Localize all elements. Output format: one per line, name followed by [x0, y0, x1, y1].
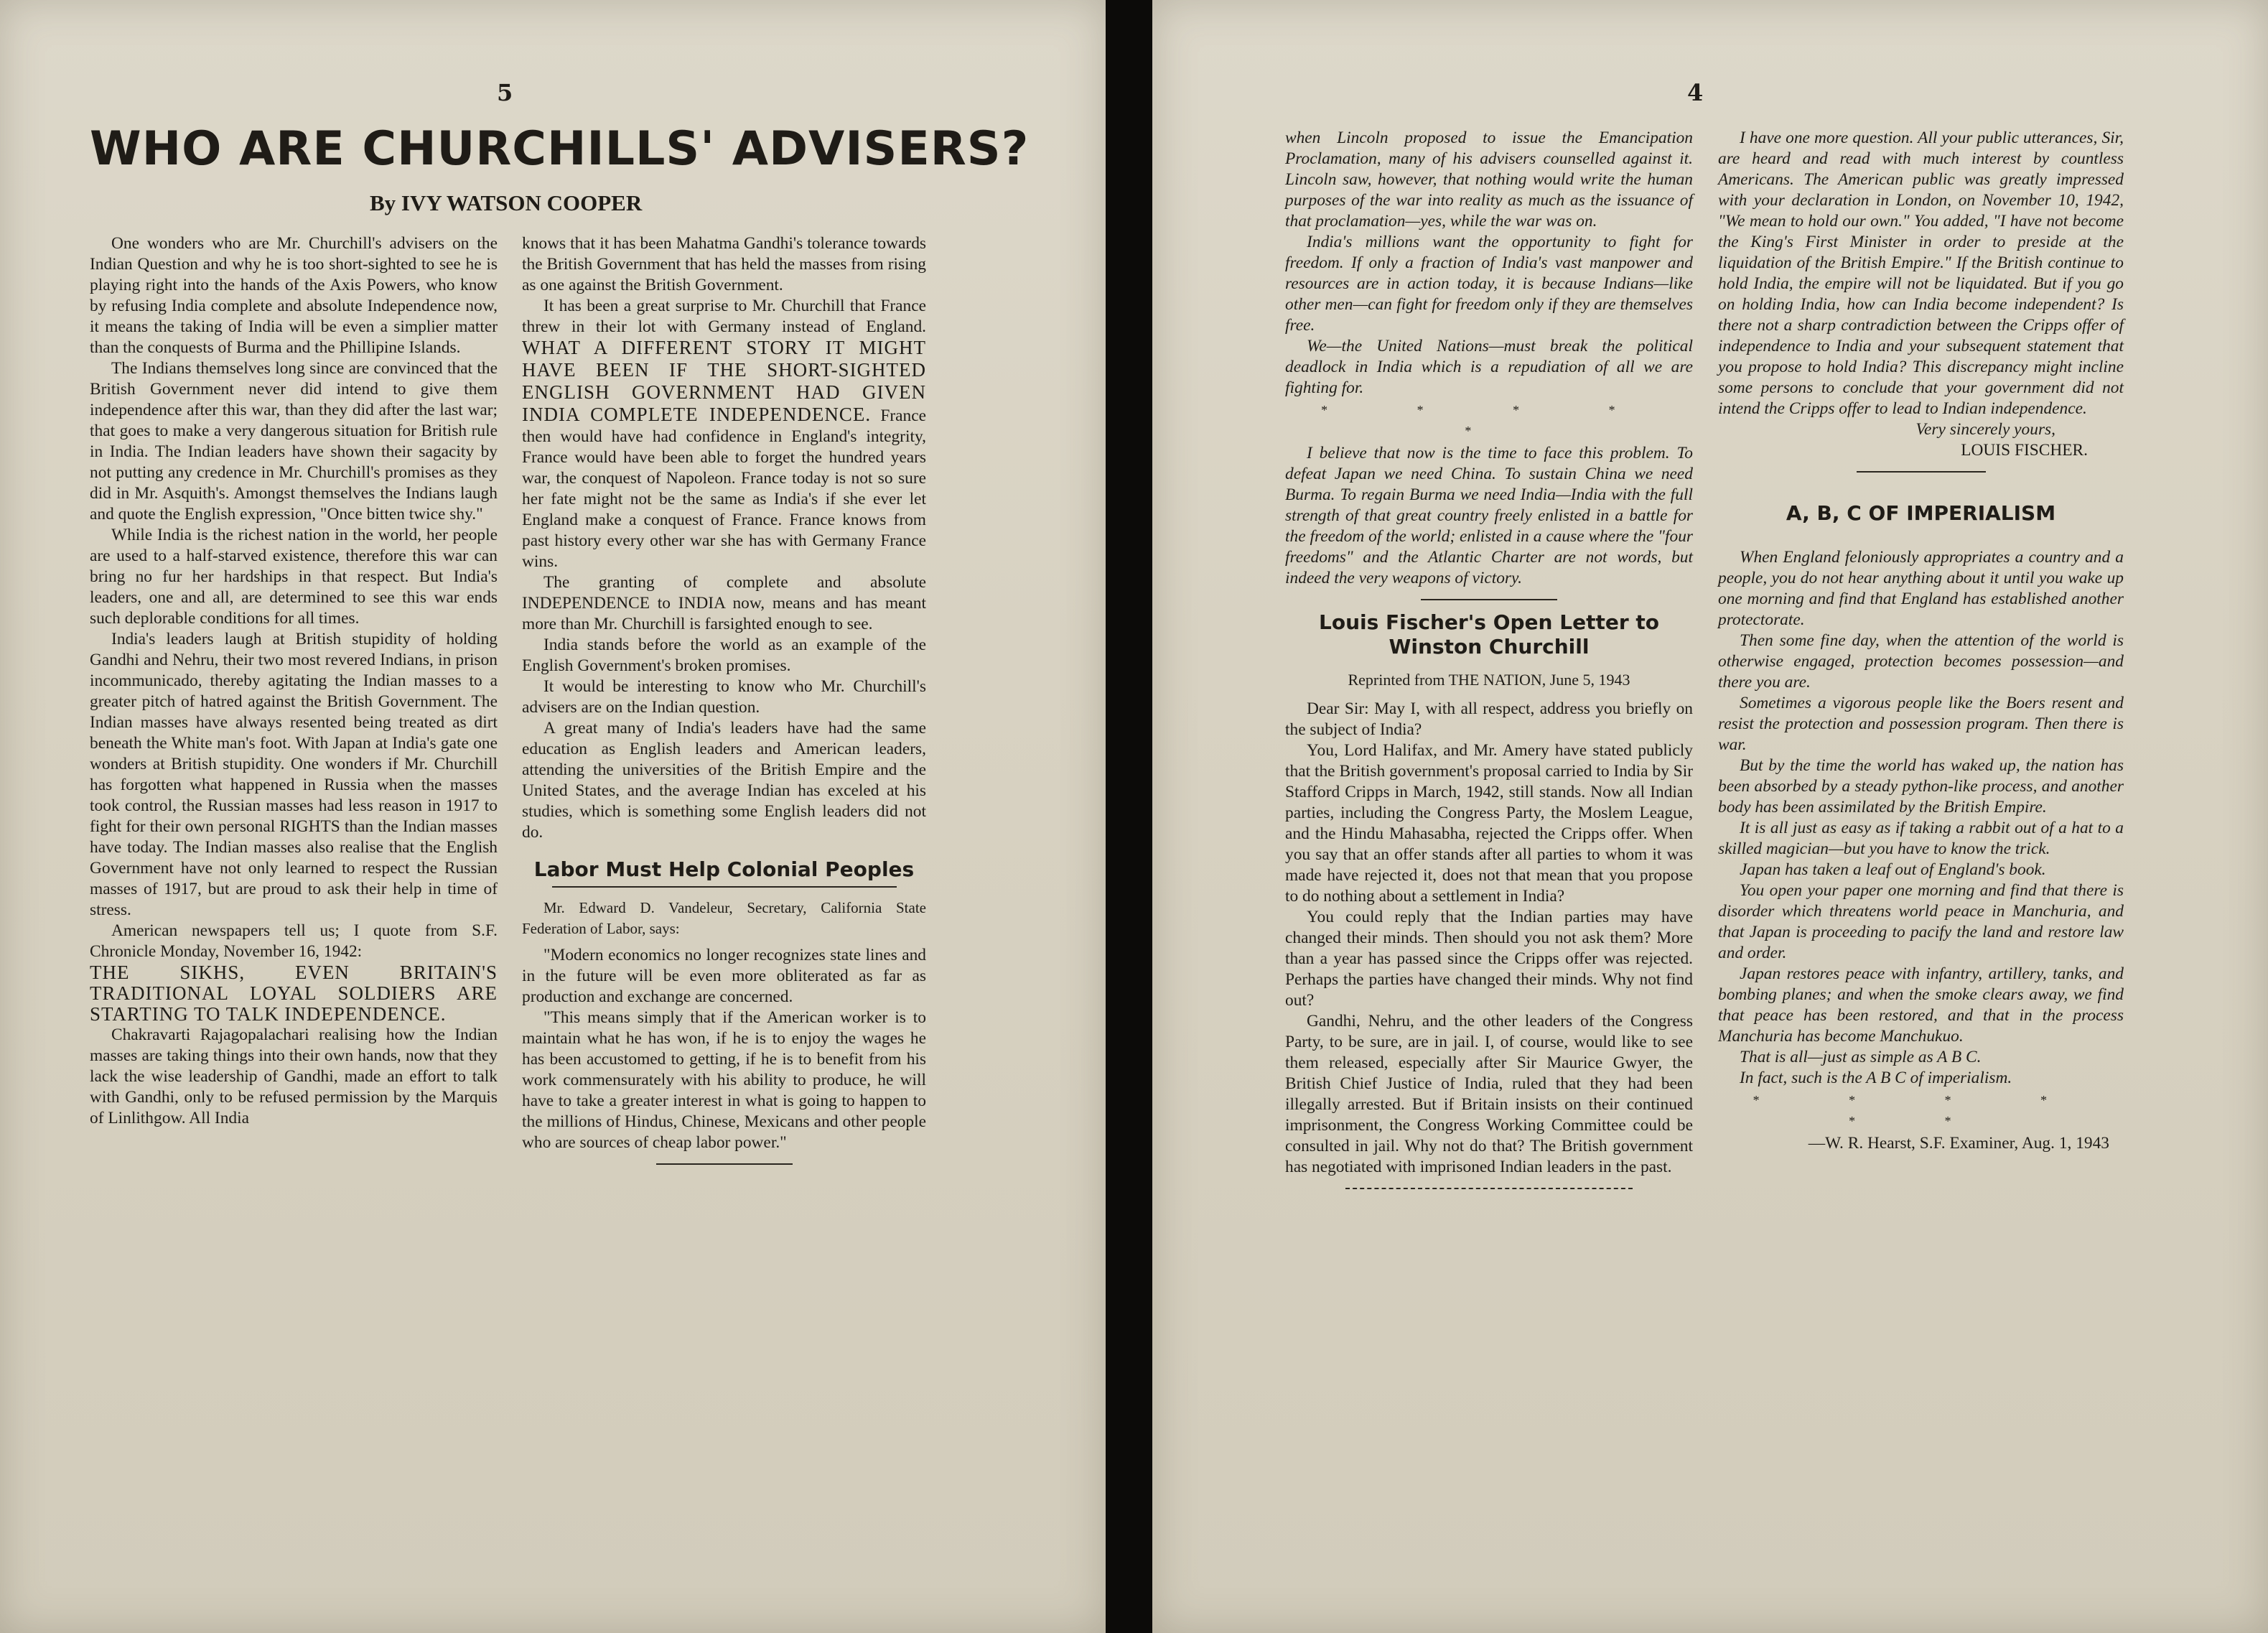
labor-heading: Labor Must Help Colonial Peoples	[533, 857, 915, 881]
paragraph: It would be interesting to know who Mr. Churchill's advisers are on the Indian question.	[522, 677, 926, 717]
right-column-1	[1285, 128, 1693, 1199]
right-page	[1152, 0, 2268, 1633]
paragraph: India stands before the world as an example of the English Government's broken promises.	[522, 636, 926, 675]
left-page	[0, 0, 1106, 1633]
signature: LOUIS FISCHER.	[1961, 441, 2088, 460]
paragraph: You open your paper one morning and find that there is disorder which threatens world peace in Manchuria, and that Japan is proceeding to pacify the land and restore law and order.	[1718, 881, 2124, 962]
divider	[1857, 471, 1986, 473]
paragraph: when Lincoln proposed to issue the Emancipation Proclamation, many of his advisers counselled against it. Lincoln saw, however, that nothing would write the human purposes of the war into reality as much as the issuance of that proclamation—yes, while the war was on.	[1285, 129, 1693, 231]
paragraph: India's leaders laugh at British stupidity of holding Gandhi and Nehru, their two most revered Indians, in prison incommunicado, thereby agitating the Indian masses to a greater pitch of hatred against the British Government. The Indian masses have always resented being treated as dirt beneath the White man's foot. With Japan at India's gate one wonders at British stupidity. One wonders if Mr. Churchill has forgotten what happened in Russia when the masses took control, the Russian masses had less reason in 1917 to fight for their own personal RIGHTS than the Indian masses have today. The Indian masses also realise that the English Government have not only learned to respect the Russian masses of 1917, but are proud to ask their help in time of stress.	[90, 630, 498, 919]
divider	[552, 886, 897, 888]
page-number: 5	[497, 79, 513, 106]
paragraph: I believe that now is the time to face this problem. To defeat Japan we need China. To sustain China we need Burma. To regain Burma we need India—India with the full strength of that great country freely enlisted in a battle for the freedom of the world; enlisted in a cause where the "four freedoms" and the Atlantic Charter are not words, but indeed the very weapons of victory.	[1285, 444, 1693, 587]
paragraph: Then some fine day, when the attention of the world is otherwise engaged, protection becomes possession—and there you are.	[1718, 631, 2124, 692]
paragraph: knows that it has been Mahatma Gandhi's tolerance towards the British Government that has held the masses from rising as one against the British Government.	[522, 234, 926, 294]
paragraph: You could reply that the Indian parties may have changed their minds. Then should you not ask them? More than a year has passed since the Cripps offer was rejected. Perhaps the parties have changed their minds. Why not find out?	[1285, 908, 1693, 1010]
divider	[656, 1163, 793, 1165]
right-column-2	[1718, 128, 2124, 1154]
reprint-note: Reprinted from THE NATION, June 5, 1943	[1348, 671, 1630, 689]
divider	[1421, 599, 1557, 600]
headline-quote: THE SIKHS, EVEN BRITAIN'S TRADITIONAL LOYAL SOLDIERS ARE STARTING TO TALK INDEPENDENCE.	[90, 962, 498, 1025]
paragraph: India's millions want the opportunity to fight for freedom. If only a fraction of India's vast manpower and resources are in action today, it is because Indians—like other men—can fight for freedom only if they are themselves free.	[1285, 233, 1693, 335]
abc-heading: A, B, C OF IMPERIALISM	[1786, 501, 2056, 525]
divider	[1345, 1188, 1633, 1189]
letter-heading: Louis Fischer's Open Letter to Winston Churchill	[1318, 610, 1660, 659]
paragraph: Dear Sir: May I, with all respect, address you briefly on the subject of India?	[1285, 699, 1693, 739]
paragraph: Sometimes a vigorous people like the Boers resent and resist the protection and possession program. Then there is war.	[1718, 694, 2124, 754]
left-column-2	[522, 233, 926, 1175]
source-credit: —W. R. Hearst, S.F. Examiner, Aug. 1, 1943	[1808, 1134, 2109, 1153]
paragraph: "This means simply that if the American worker is to maintain what he has won, if he is to enjoy the wages he has been accustomed to getting, if he is to benefit from his work commensurately with his ability to produce, he will have to take a greater interest in what is going to happen to the millions of Hindus, Chinese, Mexicans and other people who are sources of cheap labor power."	[522, 1008, 926, 1152]
paragraph: The Indians themselves long since are convinced that the British Government never did intend to give them independence after this war, than they did after the last war; that goes to make a very dangerous situation for British rule in India. The Indian leaders have shown their sagacity by not putting any credence in Mr. Churchill's promises as they did in Mr. Asquith's. Amongst themselves the Indians laugh and quote the English expression, "Once bitten twice shy."	[90, 359, 498, 524]
labor-intro: Mr. Edward D. Vandeleur, Secretary, California State Federation of Labor, says:	[522, 899, 926, 937]
page-number: 4	[1687, 79, 1704, 106]
paragraph-end: France then would have had confidence in England's integrity, France would have been able to forget the hundred years war, the conquest of Napoleon. France today is not so sure her fate might not be the same as India's if she ever let England make a conquest of France. France knows from past history every other war she has with Germany France wins.	[522, 406, 926, 571]
paragraph: I have one more question. All your public utterances, Sir, are heard and read with much interest by countless Americans. The American public was greatly impressed with your declaration in London, on November 10, 1942, "We mean to hold our own." You added, "I have not become the King's First Minister in order to preside at the liquidation of the British Empire." If the British continue to hold India, the empire will not be liquidated. But if you go on holding India, how can India become independent? Is there not a sharp contradiction between the Cripps offer of independence to India and your subsequent statement that you propose to hold India? This discrepancy might incline some persons to conclude that your government did not intend the Cripps offer to lead to Indian independence.	[1718, 129, 2124, 418]
paragraph: Japan has taken a leaf out of England's book.	[1740, 860, 2046, 879]
paragraph: Japan restores peace with infantry, artillery, tanks, and bombing planes; and when the smoke clears away, we find that peace has been restored, and that in the process Manchuria has become Manchukuo.	[1718, 964, 2124, 1046]
star-separator: * * * * * *	[1752, 1093, 2090, 1128]
paragraph: When England feloniously appropriates a country and a people, you do not hear anything about it until you wake up one morning and find that England has established another protectorate.	[1718, 548, 2124, 629]
left-column-1	[90, 233, 498, 1129]
paragraph: Chakravarti Rajagopalachari realising how the Indian masses are taking things into their own hands, now that they lack the wise leadership of Gandhi, made an effort to talk with Gandhi, only to be refused permission by the Marquis of Linlithgow. All India	[90, 1025, 498, 1127]
star-separator: * * * * *	[1320, 403, 1658, 438]
paragraph: A great many of India's leaders have had the same education as English leaders and American leaders, attending the universities of the British Empire and the United States, and the average Indian has exceled at his studies, which is something some English leaders did not do.	[522, 719, 926, 842]
paragraph: That is all—just as simple as A B C.	[1740, 1048, 1982, 1066]
paragraph: While India is the richest nation in the world, her people are used to a half-starved existence, therefore this war can bring no fur her hardships in that respect. But India's leaders, one and all, are determined to see this war ends such deplorable conditions for all times.	[90, 526, 498, 628]
paragraph: In fact, such is the A B C of imperialism.	[1740, 1069, 2012, 1087]
paragraph: "Modern economics no longer recognizes state lines and in the future will be even more obliterated as far as production and exchange are concerned.	[522, 946, 926, 1006]
paragraph: Gandhi, Nehru, and the other leaders of the Congress Party, to be sure, are in jail. I, of course, would like to see them released, especially after Sir Maurice Gwyer, the British Chief Justice of India, ruled that they had been illegally arrested. But if Britain insists on their continued imprisonment, the Congress Working Committee could be consulted in jail. Why not do that? The British government has negotiated with imprisoned Indian leaders in the past.	[1285, 1012, 1693, 1176]
emphasis-caps: WHAT A DIFFERENT STORY IT MIGHT HAVE BEEN IF THE SHORT-SIGHTED ENGLISH GOVERNMENT HAD GIVEN INDIA COMPLETE INDEPENDENCE.	[522, 337, 926, 425]
byline: By IVY WATSON COOPER	[370, 190, 643, 215]
paragraph-start: It has been a great surprise to Mr. Churchill that France threw in their lot with Germany instead of England.	[522, 297, 926, 336]
closing: Very sincerely yours,	[1915, 420, 2055, 439]
paragraph: The granting of complete and absolute INDEPENDENCE to INDIA now, means and has meant more than Mr. Churchill is farsighted enough to see.	[522, 573, 926, 633]
paragraph: But by the time the world has waked up, the nation has been absorbed by a steady python-like process, and another body has been assimilated by the British Empire.	[1718, 756, 2124, 816]
paragraph: We—the United Nations—must break the political deadlock in India which is a repudiation of all we are fighting for.	[1285, 337, 1693, 397]
article-title: WHO ARE CHURCHILLS' ADVISERS?	[90, 122, 1030, 176]
paragraph: American newspapers tell us; I quote from S.F. Chronicle Monday, November 16, 1942:	[90, 921, 498, 961]
paragraph	[522, 296, 926, 572]
paragraph: One wonders who are Mr. Churchill's advisers on the Indian Question and why he is too short-sighted to see he is playing right into the hands of the Axis Powers, who know by refusing India complete and absolute Independence now, it means the taking of India will be even a simplier matter than the conquests of Burma and the Phillipine Islands.	[90, 234, 498, 357]
paragraph: It is all just as easy as if taking a rabbit out of a hat to a skilled magician—but you have to know the trick.	[1718, 819, 2124, 858]
paragraph: You, Lord Halifax, and Mr. Amery have stated publicly that the British government's proposal carried to India by Sir Stafford Cripps in March, 1942, still stands. Now all Indian parties, including the Congress Party, the Moslem League, and the Hindu Mahasabha, rejected the Cripps offer. When you say that an offer stands after all parties to whom it was made have rejected it, does not that mean that you propose to do nothing about a settlement in India?	[1285, 741, 1693, 906]
